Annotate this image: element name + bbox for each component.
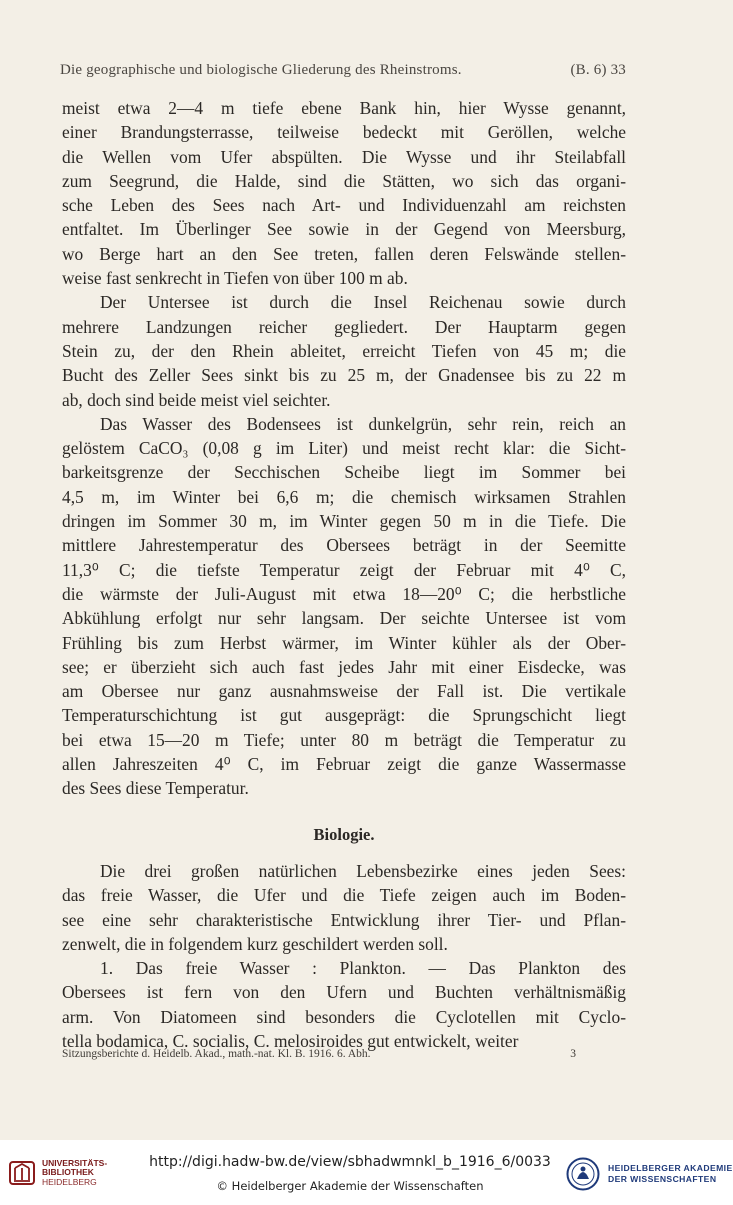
text-line: mittlere Jahrestemperatur des Obersees beträgt in der Seemitte <box>62 535 626 556</box>
text-line: das freie Wasser, die Ufer und die Tiefe zeigen auch im Boden- <box>62 885 626 906</box>
source-url-link[interactable]: http://digi.hadw-bw.de/view/sbhadwmnkl_b_1916_6/0033 <box>149 1154 551 1170</box>
text-line: ab, doch sind beide meist viel seichter. <box>62 389 331 410</box>
text-line: allen Jahreszeiten 4⁰ C, im Februar zeigt die ganze Wassermasse <box>62 754 626 775</box>
ub-library-icon <box>8 1158 36 1188</box>
text-line: Die drei großen natürlichen Lebensbezirke eines jeden Sees: <box>100 860 626 881</box>
ub-logo-text <box>42 1159 107 1188</box>
text-line: Bucht des Zeller Sees sinkt bis zu 25 m, der Gnadensee bis zu 22 m <box>62 365 626 386</box>
hadw-logo[interactable] <box>566 1157 733 1191</box>
text-line: die Wellen vom Ufer abspülten. Die Wysse und ihr Steilabfall <box>62 146 626 167</box>
source-info <box>130 1154 570 1193</box>
hadw-logo-text <box>608 1163 733 1185</box>
text-line: am Obersee nur ganz ausnahmsweise der Fall ist. Die vertikale <box>62 681 626 702</box>
page-footer <box>62 1048 576 1060</box>
text-line: meist etwa 2—4 m tiefe ebene Bank hin, hier Wysse genannt, <box>62 98 626 118</box>
paragraph <box>62 96 626 290</box>
text-line: barkeitsgrenze der Secchischen Scheibe liegt im Sommer bei <box>62 462 626 483</box>
text-line: weise fast senkrecht in Tiefen von über 100 m ab. <box>62 268 408 289</box>
running-head-page-ref: (B. 6) 33 <box>570 62 626 78</box>
text-line: Stein zu, der den Rhein ableitet, erreicht Tiefen von 45 m; die <box>62 340 626 361</box>
section-heading: Biologie. <box>313 824 375 844</box>
text-line: Abkühlung erfolgt nur sehr langsam. Der seichte Untersee ist vom <box>62 608 626 629</box>
footer-citation: Sitzungsberichte d. Heidelb. Akad., math.-nat. Kl. B. 1916. 6. Abh. <box>62 1048 371 1060</box>
text-line: Das Wasser des Bodensees ist dunkelgrün, sehr rein, reich an <box>100 413 626 434</box>
text-line: dringen im Sommer 30 m, im Winter gegen 50 m in die Tiefe. Die <box>62 511 626 532</box>
hadw-logo-line-1: HEIDELBERGER AKADEMIE <box>608 1163 733 1173</box>
ub-logo-line-3: HEIDELBERG <box>42 1176 97 1187</box>
text-line: Der Untersee ist durch die Insel Reichenau sowie durch <box>100 292 626 313</box>
viewer-footer-bar <box>0 1140 733 1205</box>
text-line: zum Seegrund, die Halde, sind die Stätten, wo sich das organi- <box>62 170 626 191</box>
text-line: Frühling bis zum Herbst wärmer, im Winter kühler als der Ober- <box>62 632 626 653</box>
text-line: 11,3⁰ C; die tiefste Temperatur zeigt der Februar mit 4⁰ C, <box>62 559 626 580</box>
paragraph <box>62 859 626 956</box>
text-line: entfaltet. Im Überlinger See sowie in der Gegend von Meersburg, <box>62 219 626 240</box>
text-line: 4,5 m, im Winter bei 6,6 m; die chemisch wirksamen Strahlen <box>62 486 626 507</box>
paragraph <box>62 956 626 1053</box>
text-line: arm. Von Diatomeen sind besonders die Cyclotellen mit Cyclo- <box>62 1006 626 1027</box>
academy-seal-icon <box>566 1157 600 1191</box>
ub-heidelberg-logo[interactable] <box>8 1158 107 1188</box>
ub-logo-line-2: BIBLIOTHEK <box>42 1167 94 1178</box>
text-line: gelöstem CaCO₃ (0,08 g im Liter) und meist recht klar: die Sicht- <box>62 438 626 459</box>
text-line: zenwelt, die in folgendem kurz geschildert werden soll. <box>62 933 448 954</box>
text-line: tella bodamica, C. socialis, C. melosiroides gut entwickelt, weiter <box>62 1030 519 1051</box>
paragraph <box>62 412 626 801</box>
text-line: des Sees diese Temperatur. <box>62 778 249 799</box>
body-text <box>62 96 626 1053</box>
text-line: mehrere Landzungen reicher gegliedert. Der Hauptarm gegen <box>62 316 626 337</box>
text-line: sche Leben des Sees nach Art- und Individuenzahl am reichsten <box>62 195 626 216</box>
paragraph <box>62 290 626 411</box>
copyright-notice: © Heidelberger Akademie der Wissenschaften <box>216 1179 484 1193</box>
text-line: Obersees ist fern von den Ufern und Buchten verhältnismäßig <box>62 982 626 1003</box>
running-head <box>60 62 626 79</box>
text-line: wo Berge hart an den See treten, fallen deren Felswände stellen- <box>62 243 626 264</box>
running-head-title: Die geographische und biologische Gliederung des Rheinstroms. <box>60 62 462 78</box>
text-line: see; er überzieht sich auch fast jedes Jahr mit einer Eisdecke, was <box>62 656 626 677</box>
text-line: Temperaturschichtung ist gut ausgeprägt: die Sprungschicht liegt <box>62 705 626 726</box>
ub-logo-line-1: UNIVERSITÄTS- <box>42 1157 108 1168</box>
text-line: 1. Das freie Wasser : Plankton. — Das Plankton des <box>100 958 626 979</box>
text-line: see eine sehr charakteristische Entwicklung ihrer Tier- und Pflan- <box>62 909 626 930</box>
text-line: die wärmste der Juli-August mit etwa 18—20⁰ C; die herbstliche <box>62 583 626 604</box>
footer-signature: 3 <box>570 1048 576 1060</box>
hadw-logo-line-2: DER WISSENSCHAFTEN <box>608 1174 717 1184</box>
text-line: einer Brandungsterrasse, teilweise bedeckt mit Geröllen, welche <box>62 122 626 143</box>
text-line: bei etwa 15—20 m Tiefe; unter 80 m beträgt die Temperatur zu <box>62 729 626 750</box>
